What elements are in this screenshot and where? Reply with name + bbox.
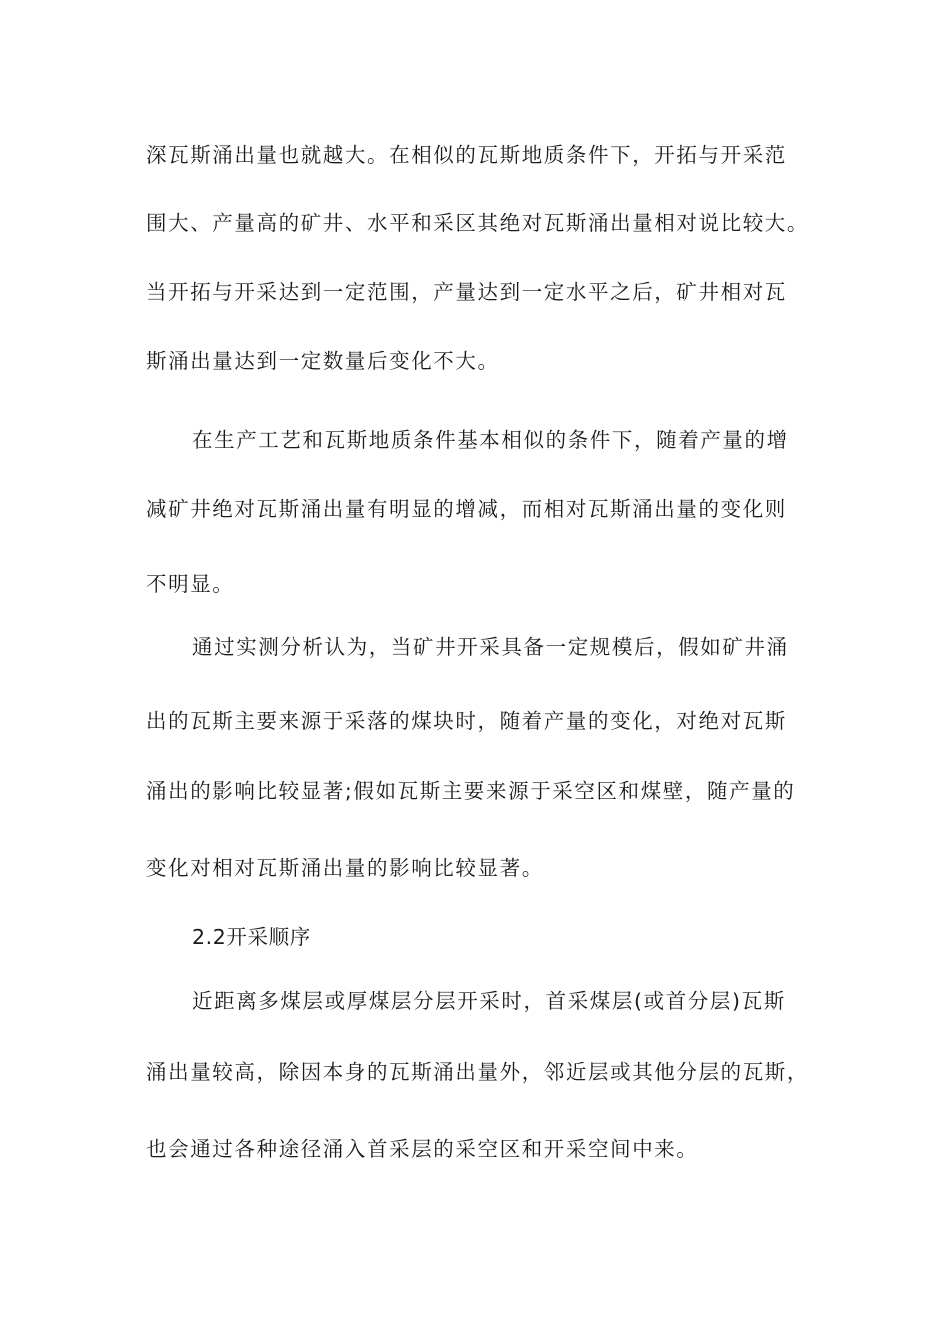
section-heading: 2.2开采顺序 bbox=[192, 925, 311, 949]
text-line: 减矿井绝对瓦斯涌出量有明显的增减，而相对瓦斯涌出量的变化则 bbox=[146, 497, 787, 521]
text-line: 围大、产量高的矿井、水平和采区其绝对瓦斯涌出量相对说比较大。 bbox=[146, 211, 809, 235]
text-line: 不明显。 bbox=[146, 572, 235, 596]
text-line: 涌出量较高，除因本身的瓦斯涌出量外，邻近层或其他分层的瓦斯， bbox=[146, 1060, 809, 1084]
paragraph-first-line: 通过实测分析认为，当矿井开采具备一定规模后，假如矿井涌 bbox=[192, 635, 789, 659]
text-line: 深瓦斯涌出量也就越大。在相似的瓦斯地质条件下，开拓与开采范 bbox=[146, 143, 787, 167]
text-line: 变化对相对瓦斯涌出量的影响比较显著。 bbox=[146, 856, 544, 880]
text-line: 出的瓦斯主要来源于采落的煤块时，随着产量的变化，对绝对瓦斯 bbox=[146, 709, 787, 733]
text-line: 也会通过各种途径涌入首采层的采空区和开采空间中来。 bbox=[146, 1137, 699, 1161]
text-line: 当开拓与开采达到一定范围，产量达到一定水平之后，矿井相对瓦 bbox=[146, 280, 787, 304]
paragraph-first-line: 近距离多煤层或厚煤层分层开采时，首采煤层(或首分层)瓦斯 bbox=[192, 989, 786, 1013]
paragraph-first-line: 在生产工艺和瓦斯地质条件基本相似的条件下，随着产量的增 bbox=[192, 428, 789, 452]
text-line: 涌出的影响比较显著;假如瓦斯主要来源于采空区和煤壁，随产量的 bbox=[146, 779, 796, 803]
text-line: 斯涌出量达到一定数量后变化不大。 bbox=[146, 349, 500, 373]
